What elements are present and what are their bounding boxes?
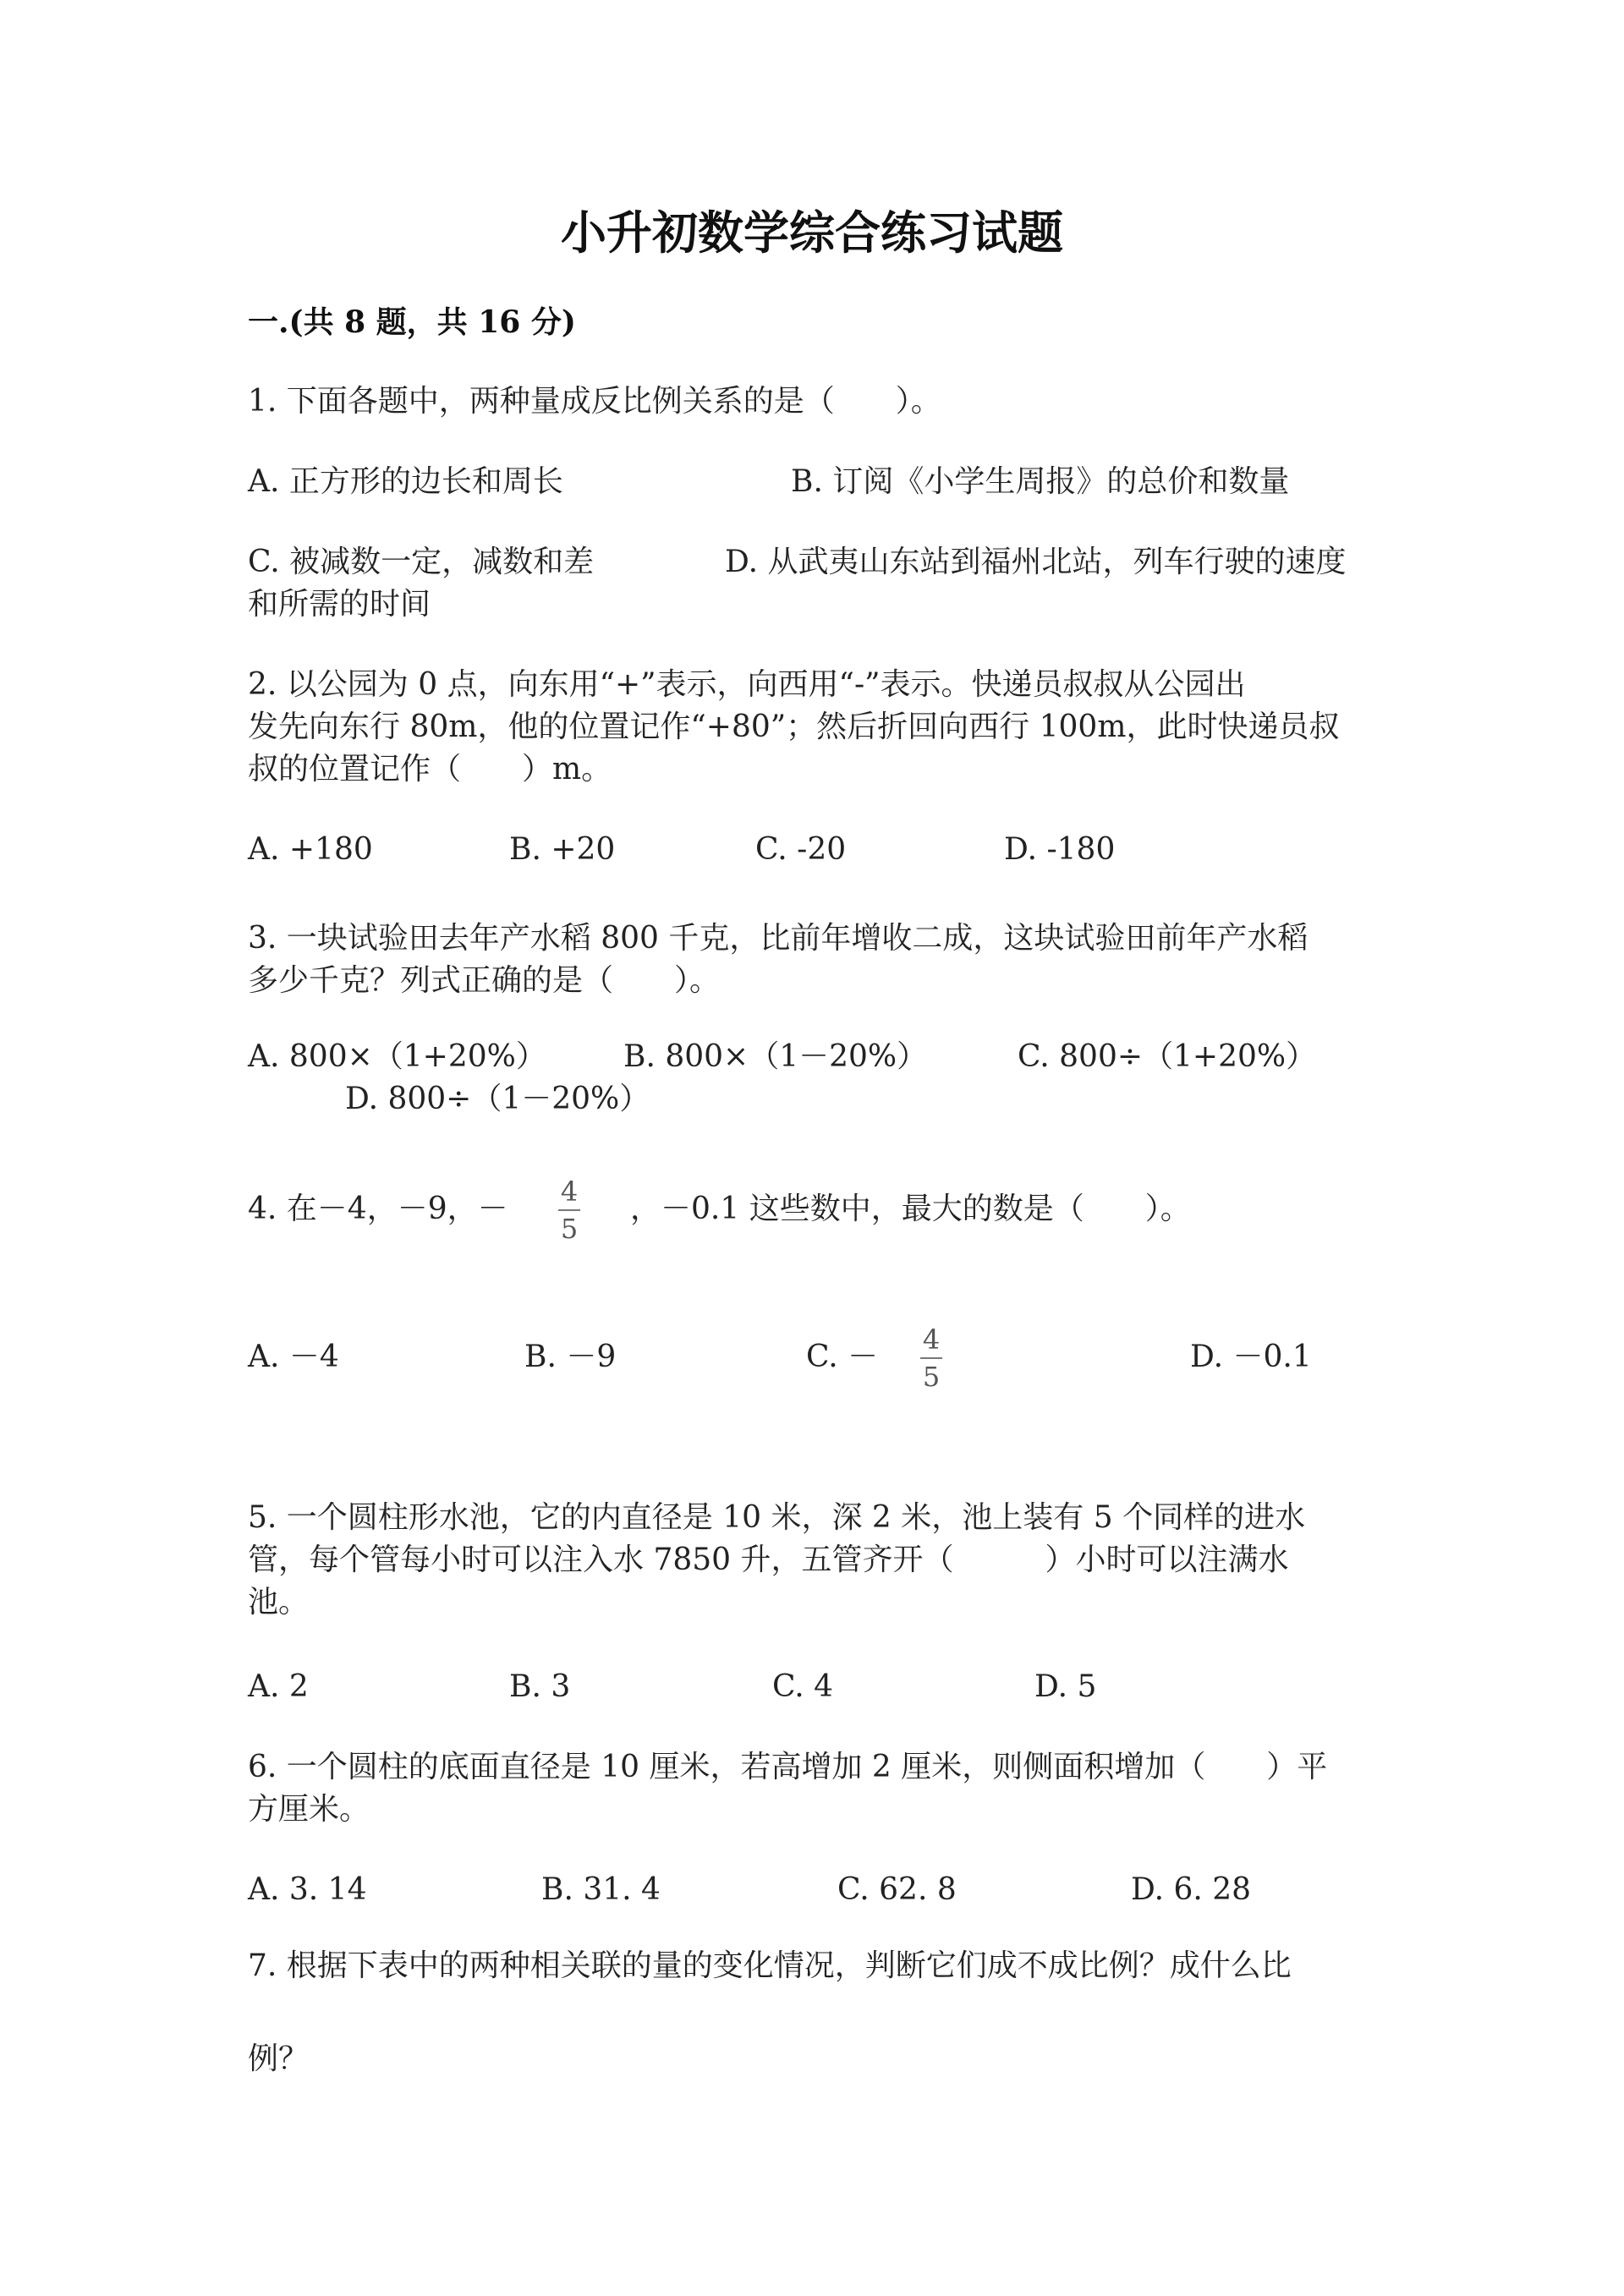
question-4-fraction	[558, 1177, 580, 1243]
question-2-stem-line-2: 发先向东行 80m，他的位置记作“+80”；然后折回向西行 100m，此时快递员叔	[248, 710, 1340, 744]
question-1-option-d: D. 从武夷山东站到福州北站，列车行驶的速度	[725, 545, 1347, 579]
question-1-stem: 1. 下面各题中，两种量成反比例关系的是（ ）。	[248, 384, 941, 419]
question-3-option-c: C. 800÷（1+20%）	[1018, 1039, 1317, 1074]
fraction-numerator: 4	[922, 1323, 941, 1356]
question-1-option-c: C. 被减数一定，减数和差	[248, 545, 595, 579]
question-3-stem-line-2: 多少千克？列式正确的是（ ）。	[248, 963, 721, 998]
question-4-option-b: B. －9	[524, 1340, 617, 1374]
question-3-option-d: D. 800÷（1－20%）	[345, 1082, 650, 1116]
question-4-option-d: D. －0.1	[1190, 1340, 1312, 1374]
question-5-option-c: C. 4	[772, 1669, 834, 1704]
question-6-option-c: C. 62. 8	[837, 1872, 957, 1907]
question-4-option-c: C. －	[806, 1340, 879, 1374]
fraction-bar	[558, 1209, 580, 1211]
question-1-option-b: B. 订阅《小学生周报》的总价和数量	[791, 464, 1290, 499]
fraction-numerator: 4	[560, 1175, 579, 1208]
question-6-stem-line-1: 6. 一个圆柱的底面直径是 10 厘米，若高增加 2 厘米，则侧面积增加（ ）平	[248, 1750, 1328, 1784]
question-5-stem-line-1: 5. 一个圆柱形水池，它的内直径是 10 米，深 2 米，池上装有 5 个同样的进水	[248, 1500, 1306, 1535]
question-5-option-b: B. 3	[509, 1669, 571, 1704]
question-7-stem-line-2: 例？	[248, 2041, 310, 2076]
question-5-stem-line-3: 池。	[248, 1585, 310, 1619]
section-heading: 一.(共 8 题，共 16 分)	[248, 304, 576, 340]
question-7-stem-line-1: 7. 根据下表中的两种相关联的量的变化情况，判断它们成不成比例？成什么比	[248, 1948, 1292, 1983]
question-6-option-a: A. 3. 14	[248, 1872, 367, 1907]
question-2-stem-line-3: 叔的位置记作（ ）m。	[248, 752, 612, 786]
question-4-option-a: A. －4	[248, 1340, 339, 1374]
question-3-stem-line-1: 3. 一块试验田去年产水稻 800 千克，比前年增收二成，这块试验田前年产水稻	[248, 921, 1309, 956]
question-6-option-d: D. 6. 28	[1131, 1872, 1252, 1907]
question-2-option-b: B. +20	[509, 832, 616, 867]
question-5-option-a: A. 2	[248, 1669, 309, 1704]
question-2-option-d: D. -180	[1004, 832, 1116, 867]
question-1-option-d-continued: 和所需的时间	[248, 587, 431, 622]
page-title: 小升初数学综合练习试题	[561, 205, 1063, 260]
question-1-option-a: A. 正方形的边长和周长	[248, 464, 563, 499]
fraction-denominator: 5	[560, 1213, 579, 1245]
question-4-stem-end: ，－0.1 这些数中，最大的数是（ ）。	[630, 1192, 1191, 1226]
fraction-bar	[920, 1357, 942, 1359]
question-2-stem-line-1: 2. 以公园为 0 点，向东用“+”表示，向西用“-”表示。快递员叔叔从公园出	[248, 667, 1246, 702]
question-6-stem-line-2: 方厘米。	[248, 1792, 370, 1827]
question-3-option-a: A. 800×（1+20%）	[248, 1039, 546, 1074]
question-4-stem-start: 4. 在－4，－9，－	[248, 1192, 508, 1226]
question-5-option-d: D. 5	[1034, 1669, 1097, 1704]
question-4-option-c-fraction	[920, 1325, 942, 1391]
question-3-option-b: B. 800×（1－20%）	[623, 1039, 928, 1074]
question-2-option-c: C. -20	[755, 832, 847, 867]
question-6-option-b: B. 31. 4	[541, 1872, 661, 1907]
fraction-denominator: 5	[922, 1361, 941, 1393]
question-5-stem-line-2: 管，每个管每小时可以注入水 7850 升，五管齐开（ ）小时可以注满水	[248, 1543, 1289, 1577]
question-2-option-a: A. +180	[248, 832, 373, 867]
